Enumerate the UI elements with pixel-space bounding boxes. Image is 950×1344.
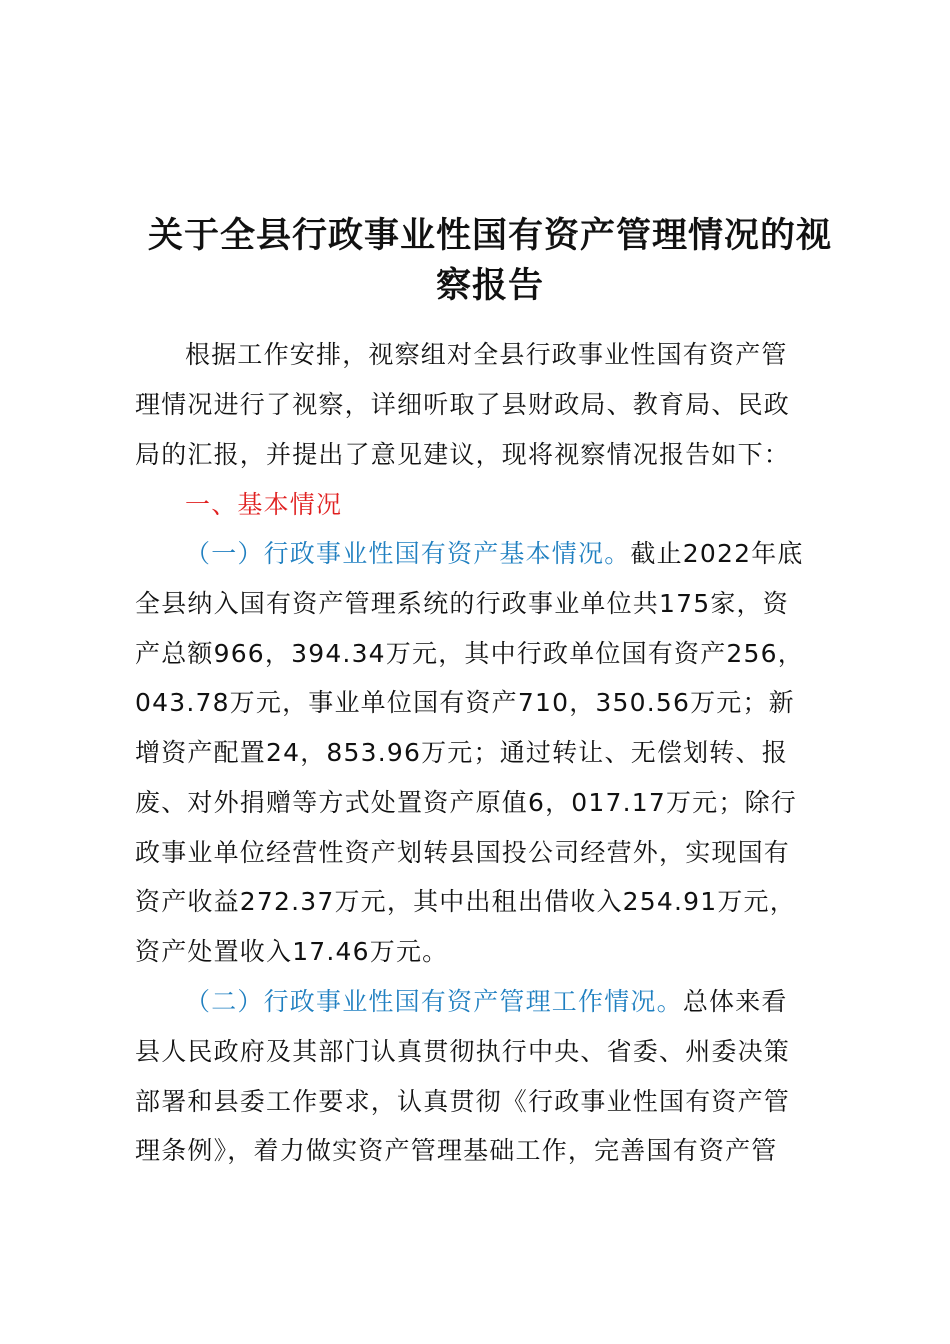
subsection-2-line: 县人民政府及其部门认真贯彻执行中央、省委、州委决策 bbox=[135, 1037, 791, 1066]
subsection-1-line: 产总额966，394.34万元，其中行政单位国有资产256， bbox=[135, 639, 804, 668]
section-heading-basic-situation: 一、基本情况 bbox=[185, 490, 343, 519]
subsection-1-line: 增资产配置24，853.96万元；通过转让、无偿划转、报 bbox=[135, 738, 788, 767]
subsection-1-line: 资产处置收入17.46万元。 bbox=[135, 937, 449, 966]
subsection-1-heading: （一）行政事业性国有资产基本情况。 bbox=[185, 539, 631, 568]
intro-line-3: 局的汇报，并提出了意见建议，现将视察情况报告如下： bbox=[135, 440, 791, 469]
subsection-2-first-line bbox=[185, 985, 905, 1019]
subsection-1-first-line-text: 截止2022年底 bbox=[630, 539, 804, 568]
subsection-1-first-line bbox=[185, 537, 905, 571]
intro-line-1: 根据工作安排，视察组对全县行政事业性国有资产管 bbox=[185, 340, 788, 369]
document-title-line-2: 察报告 bbox=[435, 266, 544, 306]
subsection-2-heading: （二）行政事业性国有资产管理工作情况。 bbox=[185, 987, 683, 1016]
subsection-1-line: 全县纳入国有资产管理系统的行政事业单位共175家，资 bbox=[135, 589, 789, 618]
subsection-1-line: 废、对外捐赠等方式处置资产原值6，017.17万元；除行 bbox=[135, 788, 797, 817]
subsection-1-line: 资产收益272.37万元，其中出租出借收入254.91万元， bbox=[135, 887, 796, 916]
subsection-1-line: 政事业单位经营性资产划转县国投公司经营外，实现国有 bbox=[135, 838, 791, 867]
intro-line-2: 理情况进行了视察，详细听取了县财政局、教育局、民政 bbox=[135, 390, 791, 419]
subsection-2-line: 部署和县委工作要求，认真贯彻《行政事业性国有资产管 bbox=[135, 1087, 791, 1116]
subsection-2-line: 理条例》，着力做实资产管理基础工作，完善国有资产管 bbox=[135, 1136, 778, 1165]
subsection-1-line: 043.78万元，事业单位国有资产710，350.56万元；新 bbox=[135, 688, 795, 717]
document-title-line-1: 关于全县行政事业性国有资产管理情况的视 bbox=[147, 216, 832, 256]
subsection-2-first-line-text: 总体来看 bbox=[682, 987, 788, 1016]
